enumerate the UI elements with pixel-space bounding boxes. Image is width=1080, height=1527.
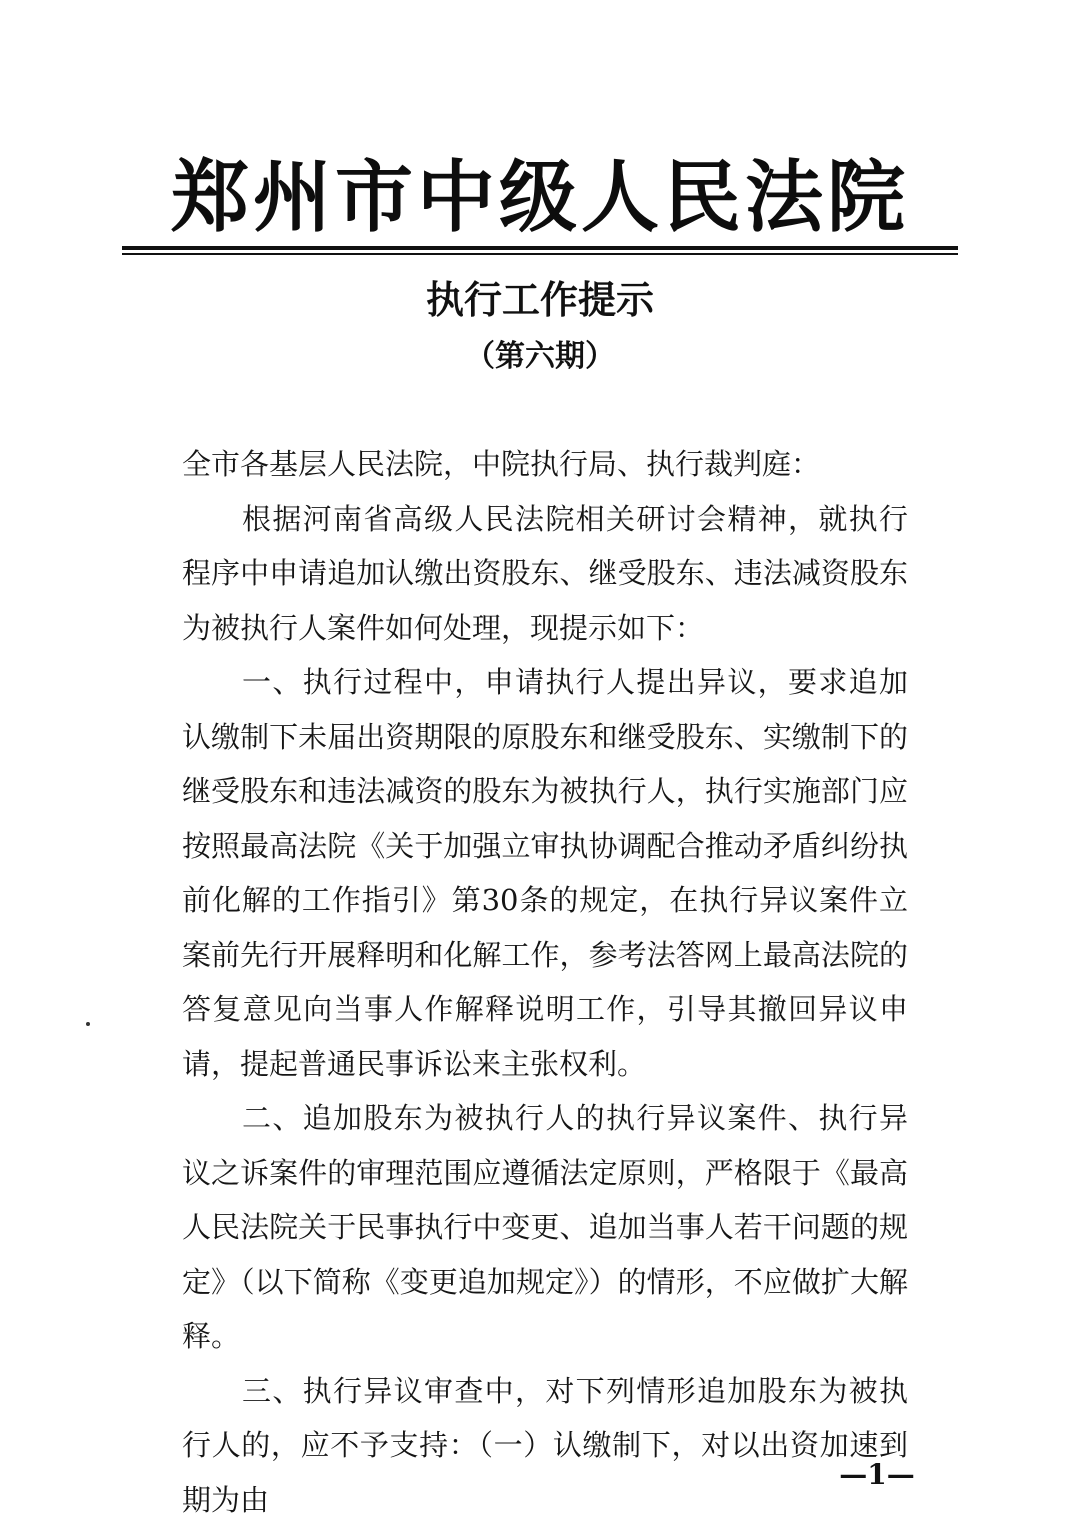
document-title: 执行工作提示 xyxy=(425,278,654,322)
court-masthead: 郑州市中级人民法院 xyxy=(170,153,909,243)
issue-number: （第六期） xyxy=(465,339,615,374)
intro-paragraph: 根据河南省高级人民法院相关研讨会精神，就执行程序中申请追加认缴出资股东、继受股东、违法减资股东为被执行人案件如何处理，现提示如下： xyxy=(182,501,908,645)
document-body xyxy=(182,437,908,1527)
item-3-paragraph: 三、执行异议审查中，对下列情形追加股东为被执行人的，应不予支持：（一）认缴制下，对以出资加速到期为由 xyxy=(182,1373,908,1517)
page-number: —1— xyxy=(839,1458,915,1491)
item-2-paragraph: 二、追加股东为被执行人的执行异议案件、执行异议之诉案件的审理范围应遵循法定原则，严格限于《最高人民法院关于民事执行中变更、追加当事人若干问题的规定》（以下简称《变更追加规定》）的情形，不应做扩大解释。 xyxy=(182,1101,908,1353)
masthead-rule-thin xyxy=(122,253,958,255)
masthead-rule-thick xyxy=(122,246,958,250)
item-1-paragraph: 一、执行过程中，申请执行人提出异议，要求追加认缴制下未届出资期限的原股东和继受股东、实缴制下的继受股东和违法减资的股东为被执行人，执行实施部门应按照最高法院《关于加强立审执协调配合推动矛盾纠纷执前化解的工作指引》第30条的规定，在执行异议案件立案前先行开展释明和化解工作，参考法答网上最高法院的答复意见向当事人作解释说明工作，引导其撤回异议申请，提起普通民事诉讼来主张权利。 xyxy=(182,665,908,1081)
scan-speck xyxy=(86,1022,90,1026)
salutation: 全市各基层人民法院，中院执行局、执行裁判庭： xyxy=(182,447,821,481)
